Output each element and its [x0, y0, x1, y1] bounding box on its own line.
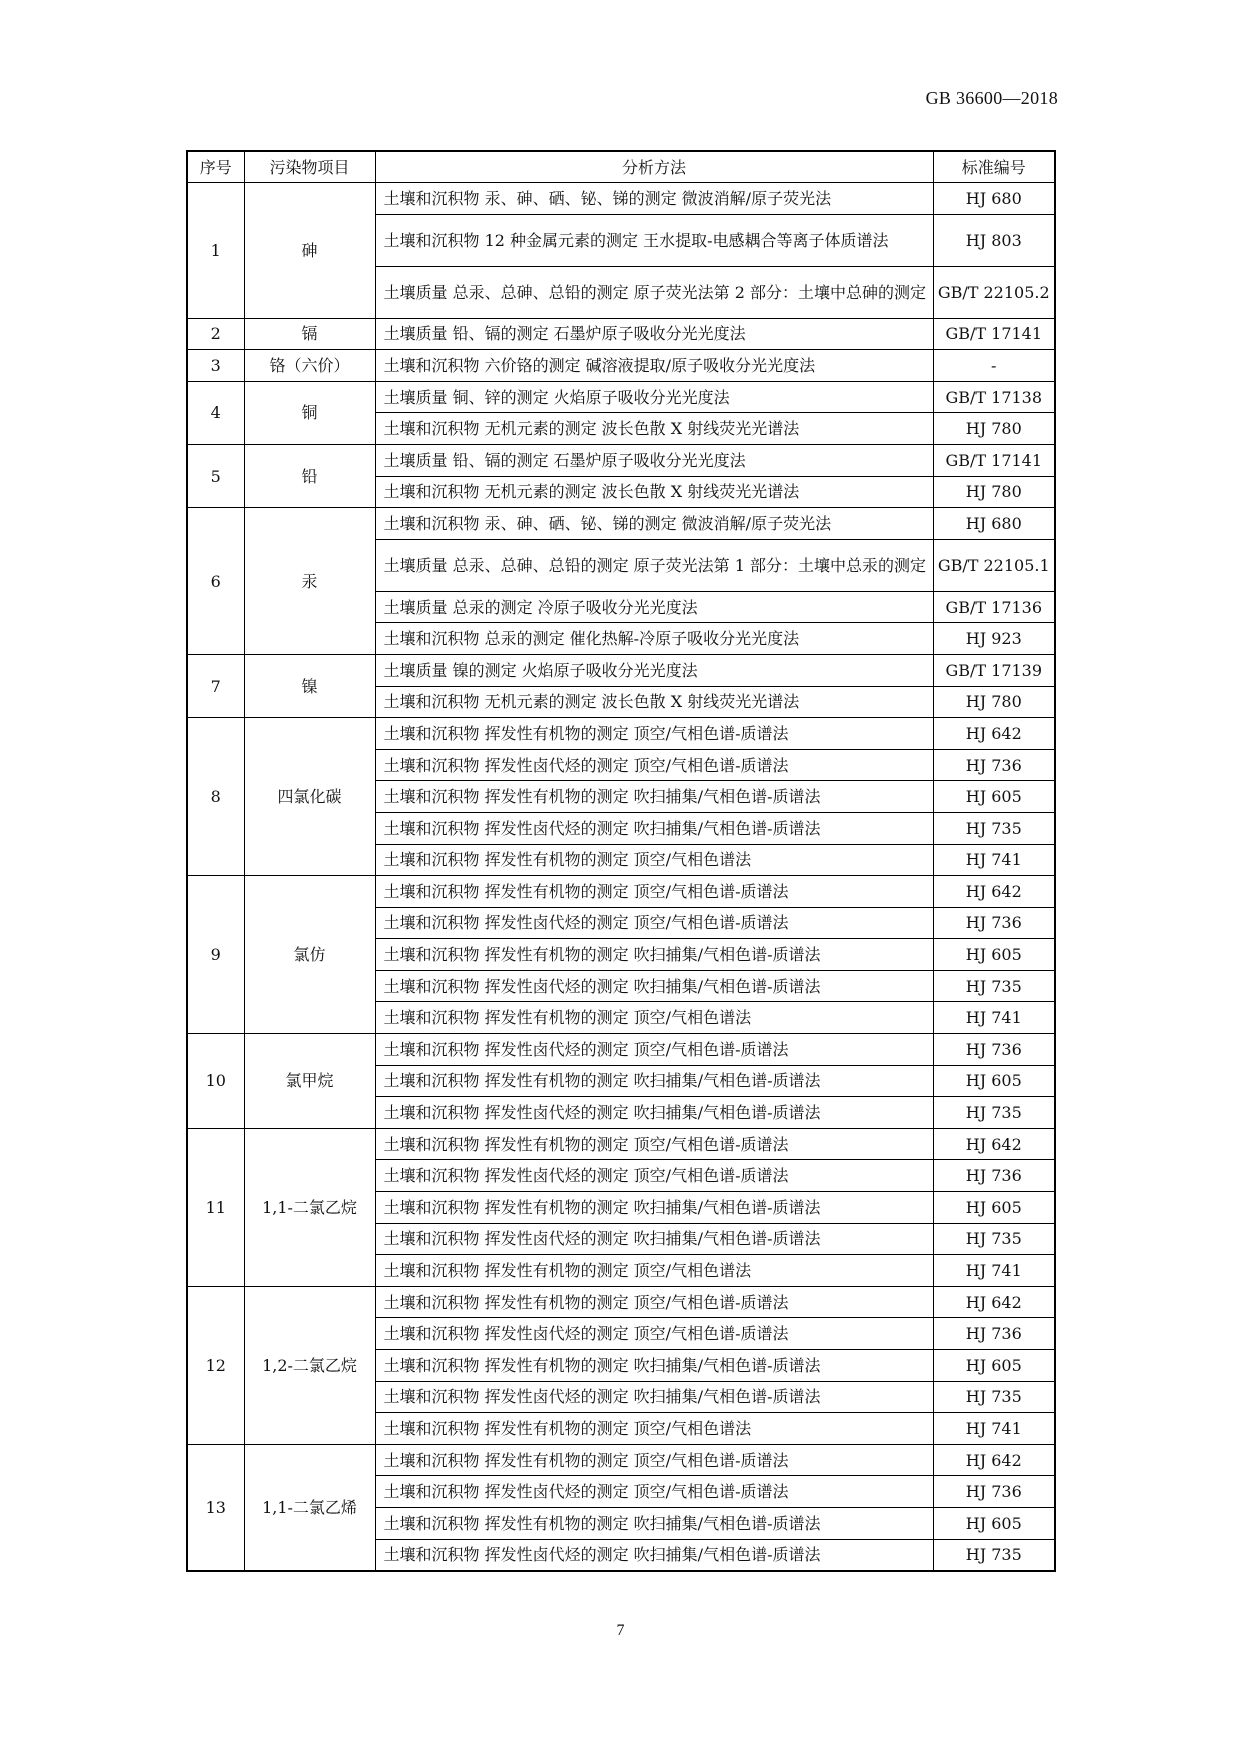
standard-number-cell: HJ 736 — [933, 1476, 1055, 1508]
standard-number-cell: HJ 735 — [933, 1097, 1055, 1129]
serial-number-cell: 2 — [187, 318, 244, 350]
method-cell: 土壤和沉积物 总汞的测定 催化热解-冷原子吸收分光光度法 — [375, 623, 933, 655]
serial-number-cell: 7 — [187, 654, 244, 717]
table-row — [187, 350, 1055, 382]
method-cell: 土壤和沉积物 无机元素的测定 波长色散 X 射线荧光光谱法 — [375, 413, 933, 445]
standard-number-cell: HJ 735 — [933, 970, 1055, 1002]
pollutant-cell: 铅 — [244, 444, 375, 507]
standard-number-cell: HJ 605 — [933, 781, 1055, 813]
table-row — [187, 876, 1055, 908]
method-cell: 土壤和沉积物 挥发性卤代烃的测定 吹扫捕集/气相色谱-质谱法 — [375, 970, 933, 1002]
standard-number-cell: HJ 741 — [933, 1413, 1055, 1445]
method-cell: 土壤和沉积物 挥发性卤代烃的测定 顶空/气相色谱-质谱法 — [375, 749, 933, 781]
standard-number-cell: GB/T 22105.2 — [933, 266, 1055, 318]
page-number: 7 — [616, 1622, 625, 1639]
method-cell: 土壤和沉积物 六价铬的测定 碱溶液提取/原子吸收分光光度法 — [375, 350, 933, 382]
table-row — [187, 1286, 1055, 1318]
serial-number-cell: 1 — [187, 183, 244, 319]
standard-number-cell: HJ 736 — [933, 907, 1055, 939]
method-cell: 土壤和沉积物 挥发性卤代烃的测定 顶空/气相色谱-质谱法 — [375, 1160, 933, 1192]
method-cell: 土壤和沉积物 挥发性有机物的测定 顶空/气相色谱-质谱法 — [375, 1444, 933, 1476]
standard-number-cell: HJ 642 — [933, 1444, 1055, 1476]
pollutant-cell: 砷 — [244, 183, 375, 319]
method-cell: 土壤和沉积物 挥发性有机物的测定 吹扫捕集/气相色谱-质谱法 — [375, 1507, 933, 1539]
serial-number-cell: 8 — [187, 718, 244, 876]
method-cell: 土壤和沉积物 无机元素的测定 波长色散 X 射线荧光光谱法 — [375, 686, 933, 718]
standard-number-cell: HJ 736 — [933, 1160, 1055, 1192]
table-header-row — [187, 151, 1055, 183]
pollutant-cell: 1,1-二氯乙烯 — [244, 1444, 375, 1571]
standard-number-cell: HJ 741 — [933, 844, 1055, 876]
standard-number-cell: GB/T 22105.1 — [933, 539, 1055, 591]
standard-number-cell: - — [933, 350, 1055, 382]
table-row — [187, 318, 1055, 350]
standard-number-cell: GB/T 17139 — [933, 654, 1055, 686]
standard-number-cell: HJ 680 — [933, 183, 1055, 215]
standard-number-cell: HJ 736 — [933, 1318, 1055, 1350]
pollutant-cell: 铬（六价） — [244, 350, 375, 382]
standard-number-cell: HJ 605 — [933, 1507, 1055, 1539]
method-cell: 土壤和沉积物 挥发性有机物的测定 吹扫捕集/气相色谱-质谱法 — [375, 781, 933, 813]
method-cell: 土壤和沉积物 挥发性卤代烃的测定 顶空/气相色谱-质谱法 — [375, 907, 933, 939]
table-row — [187, 1128, 1055, 1160]
serial-number-cell: 13 — [187, 1444, 244, 1571]
standard-number-cell: HJ 735 — [933, 1223, 1055, 1255]
method-cell: 土壤和沉积物 挥发性卤代烃的测定 吹扫捕集/气相色谱-质谱法 — [375, 812, 933, 844]
standard-number-cell: HJ 741 — [933, 1002, 1055, 1034]
standard-number-cell: HJ 735 — [933, 1539, 1055, 1571]
method-cell: 土壤质量 铅、镉的测定 石墨炉原子吸收分光光度法 — [375, 318, 933, 350]
method-cell: 土壤和沉积物 挥发性有机物的测定 吹扫捕集/气相色谱-质谱法 — [375, 939, 933, 971]
standard-number-cell: HJ 605 — [933, 1065, 1055, 1097]
method-cell: 土壤和沉积物 挥发性有机物的测定 顶空/气相色谱法 — [375, 844, 933, 876]
serial-number-cell: 3 — [187, 350, 244, 382]
standard-number-cell: HJ 780 — [933, 686, 1055, 718]
method-cell: 土壤质量 总汞的测定 冷原子吸收分光光度法 — [375, 591, 933, 623]
serial-number-cell: 4 — [187, 381, 244, 444]
method-cell: 土壤和沉积物 挥发性有机物的测定 顶空/气相色谱法 — [375, 1255, 933, 1287]
serial-number-cell: 10 — [187, 1034, 244, 1129]
standard-number-cell: HJ 736 — [933, 1034, 1055, 1066]
standard-number-cell: GB/T 17136 — [933, 591, 1055, 623]
standard-number-cell: HJ 735 — [933, 812, 1055, 844]
method-cell: 土壤和沉积物 挥发性有机物的测定 吹扫捕集/气相色谱-质谱法 — [375, 1192, 933, 1224]
method-cell: 土壤和沉积物 挥发性卤代烃的测定 吹扫捕集/气相色谱-质谱法 — [375, 1097, 933, 1129]
standard-number-cell: HJ 780 — [933, 413, 1055, 445]
method-cell: 土壤和沉积物 汞、砷、硒、铋、锑的测定 微波消解/原子荧光法 — [375, 183, 933, 215]
standard-number-cell: HJ 923 — [933, 623, 1055, 655]
method-cell: 土壤和沉积物 挥发性有机物的测定 顶空/气相色谱-质谱法 — [375, 718, 933, 750]
pollutant-cell: 四氯化碳 — [244, 718, 375, 876]
standard-number-cell: HJ 642 — [933, 1128, 1055, 1160]
standard-number-cell: HJ 735 — [933, 1381, 1055, 1413]
method-cell: 土壤和沉积物 挥发性卤代烃的测定 吹扫捕集/气相色谱-质谱法 — [375, 1223, 933, 1255]
serial-number-cell: 12 — [187, 1286, 244, 1444]
standard-number-cell: HJ 605 — [933, 939, 1055, 971]
table-row — [187, 1034, 1055, 1066]
method-cell: 土壤质量 铅、镉的测定 石墨炉原子吸收分光光度法 — [375, 444, 933, 476]
pollutant-cell: 汞 — [244, 508, 375, 655]
standard-number-cell: HJ 680 — [933, 508, 1055, 540]
method-cell: 土壤和沉积物 汞、砷、硒、铋、锑的测定 微波消解/原子荧光法 — [375, 508, 933, 540]
table-row — [187, 444, 1055, 476]
serial-number-cell: 11 — [187, 1128, 244, 1286]
method-cell: 土壤和沉积物 挥发性有机物的测定 顶空/气相色谱-质谱法 — [375, 1128, 933, 1160]
standard-number-cell: GB/T 17141 — [933, 444, 1055, 476]
standard-number-cell: GB/T 17141 — [933, 318, 1055, 350]
standard-number-cell: HJ 803 — [933, 214, 1055, 266]
method-cell: 土壤质量 总汞、总砷、总铅的测定 原子荧光法第 1 部分：土壤中总汞的测定 — [375, 539, 933, 591]
method-cell: 土壤和沉积物 挥发性有机物的测定 顶空/气相色谱法 — [375, 1002, 933, 1034]
table-row — [187, 1444, 1055, 1476]
analysis-method-table — [186, 150, 1056, 1572]
table-row — [187, 508, 1055, 540]
table-row — [187, 718, 1055, 750]
pollutant-cell: 1,2-二氯乙烷 — [244, 1286, 375, 1444]
pollutant-cell: 氯甲烷 — [244, 1034, 375, 1129]
method-cell: 土壤和沉积物 挥发性卤代烃的测定 吹扫捕集/气相色谱-质谱法 — [375, 1381, 933, 1413]
pollutant-cell: 铜 — [244, 381, 375, 444]
standard-number-cell: HJ 741 — [933, 1255, 1055, 1287]
table-row — [187, 654, 1055, 686]
standard-number-cell: HJ 605 — [933, 1192, 1055, 1224]
method-cell: 土壤和沉积物 挥发性有机物的测定 吹扫捕集/气相色谱-质谱法 — [375, 1065, 933, 1097]
method-cell: 土壤和沉积物 挥发性有机物的测定 顶空/气相色谱-质谱法 — [375, 1286, 933, 1318]
table-row — [187, 381, 1055, 413]
method-cell: 土壤和沉积物 挥发性有机物的测定 吹扫捕集/气相色谱-质谱法 — [375, 1350, 933, 1382]
standard-number-cell: HJ 605 — [933, 1350, 1055, 1382]
pollutant-cell: 氯仿 — [244, 876, 375, 1034]
pollutant-cell: 1,1-二氯乙烷 — [244, 1128, 375, 1286]
column-header-no: 序号 — [187, 151, 244, 183]
standard-number-cell: HJ 642 — [933, 718, 1055, 750]
standard-number-cell: GB/T 17138 — [933, 381, 1055, 413]
method-cell: 土壤和沉积物 无机元素的测定 波长色散 X 射线荧光光谱法 — [375, 476, 933, 508]
pollutant-cell: 镍 — [244, 654, 375, 717]
serial-number-cell: 5 — [187, 444, 244, 507]
method-cell: 土壤质量 总汞、总砷、总铅的测定 原子荧光法第 2 部分：土壤中总砷的测定 — [375, 266, 933, 318]
pollutant-cell: 镉 — [244, 318, 375, 350]
table-body — [187, 183, 1055, 1572]
standard-code: GB 36600—2018 — [925, 88, 1058, 108]
method-cell: 土壤和沉积物 挥发性卤代烃的测定 顶空/气相色谱-质谱法 — [375, 1034, 933, 1066]
table-row — [187, 183, 1055, 215]
standard-number-cell: HJ 780 — [933, 476, 1055, 508]
serial-number-cell: 6 — [187, 508, 244, 655]
method-cell: 土壤质量 镍的测定 火焰原子吸收分光光度法 — [375, 654, 933, 686]
method-cell: 土壤和沉积物 挥发性卤代烃的测定 顶空/气相色谱-质谱法 — [375, 1318, 933, 1350]
column-header-pollutant: 污染物项目 — [244, 151, 375, 183]
method-cell: 土壤和沉积物 挥发性卤代烃的测定 顶空/气相色谱-质谱法 — [375, 1476, 933, 1508]
method-cell: 土壤和沉积物 挥发性有机物的测定 顶空/气相色谱法 — [375, 1413, 933, 1445]
method-cell: 土壤和沉积物 挥发性卤代烃的测定 吹扫捕集/气相色谱-质谱法 — [375, 1539, 933, 1571]
method-cell: 土壤和沉积物 12 种金属元素的测定 王水提取-电感耦合等离子体质谱法 — [375, 214, 933, 266]
standard-number-cell: HJ 736 — [933, 749, 1055, 781]
standard-number-cell: HJ 642 — [933, 1286, 1055, 1318]
method-cell: 土壤和沉积物 挥发性有机物的测定 顶空/气相色谱-质谱法 — [375, 876, 933, 908]
serial-number-cell: 9 — [187, 876, 244, 1034]
column-header-method: 分析方法 — [375, 151, 933, 183]
column-header-standard: 标准编号 — [933, 151, 1055, 183]
method-cell: 土壤质量 铜、锌的测定 火焰原子吸收分光光度法 — [375, 381, 933, 413]
standard-number-cell: HJ 642 — [933, 876, 1055, 908]
